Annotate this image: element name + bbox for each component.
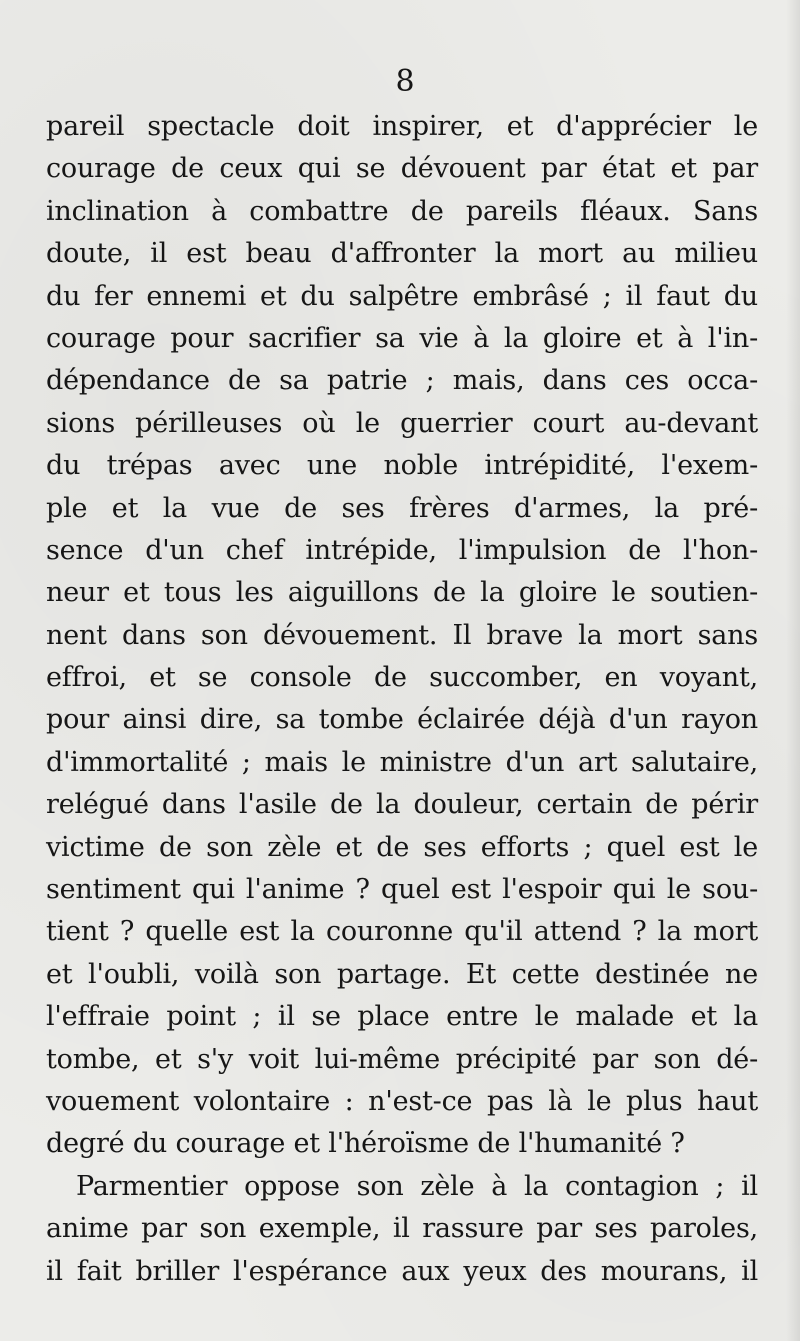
- body-text: [46, 106, 758, 1293]
- text-line: pour ainsi dire, sa tombe éclairée déjà d'un rayon: [46, 704, 758, 736]
- text-line: degré du courage et l'héroïsme de l'humanité ?: [46, 1128, 685, 1160]
- text-line: courage de ceux qui se dévouent par état et par: [46, 153, 758, 185]
- page-number: 8: [395, 64, 415, 99]
- text-line: du trépas avec une noble intrépidité, l'exem-: [46, 450, 758, 482]
- text-line: ple et la vue de ses frères d'armes, la pré-: [46, 492, 758, 524]
- text-line: pareil spectacle doit inspirer, et d'apprécier le: [46, 111, 758, 142]
- text-line: tient ? quelle est la couronne qu'il attend ? la mort: [46, 916, 758, 948]
- text-line: sions périlleuses où le guerrier court au-devant: [46, 407, 758, 439]
- text-line: d'immortalité ; mais le ministre d'un art salutaire,: [46, 746, 758, 778]
- text-line: l'effraie point ; il se place entre le malade et la: [46, 1001, 758, 1033]
- text-line: vouement volontaire : n'est-ce pas là le plus haut: [46, 1085, 758, 1117]
- text-line: dépendance de sa patrie ; mais, dans ces occa-: [46, 365, 758, 397]
- text-line: il fait briller l'espérance aux yeux des mourans, il: [46, 1255, 758, 1287]
- text-line: effroi, et se console de succomber, en voyant,: [46, 662, 758, 694]
- text-line: doute, il est beau d'affronter la mort au milieu: [46, 238, 758, 270]
- text-line: relégué dans l'asile de la douleur, certain de périr: [46, 789, 758, 821]
- text-line: tombe, et s'y voit lui-même précipité par son dé-: [46, 1043, 758, 1075]
- text-line: inclination à combattre de pareils fléaux. Sans: [46, 195, 758, 227]
- text-line: et l'oubli, voilà son partage. Et cette destinée ne: [46, 958, 758, 990]
- text-line: neur et tous les aiguillons de la gloire le soutien-: [46, 577, 758, 609]
- text-line: courage pour sacrifier sa vie à la gloire et à l'in-: [46, 322, 758, 354]
- paragraph-start-line: Parmentier oppose son zèle à la contagion ; il: [76, 1170, 758, 1202]
- page-edge-shadow: [786, 0, 800, 1341]
- text-line: nent dans son dévouement. Il brave la mort sans: [46, 619, 758, 651]
- text-line: victime de son zèle et de ses efforts ; quel est le: [46, 831, 758, 863]
- text-line: du fer ennemi et du salpêtre embrâsé ; il faut du: [46, 280, 758, 312]
- text-line: anime par son exemple, il rassure par ses paroles,: [46, 1213, 758, 1245]
- text-line: sence d'un chef intrépide, l'impulsion de l'hon-: [46, 534, 758, 566]
- text-line: sentiment qui l'anime ? quel est l'espoir qui le sou-: [46, 874, 758, 906]
